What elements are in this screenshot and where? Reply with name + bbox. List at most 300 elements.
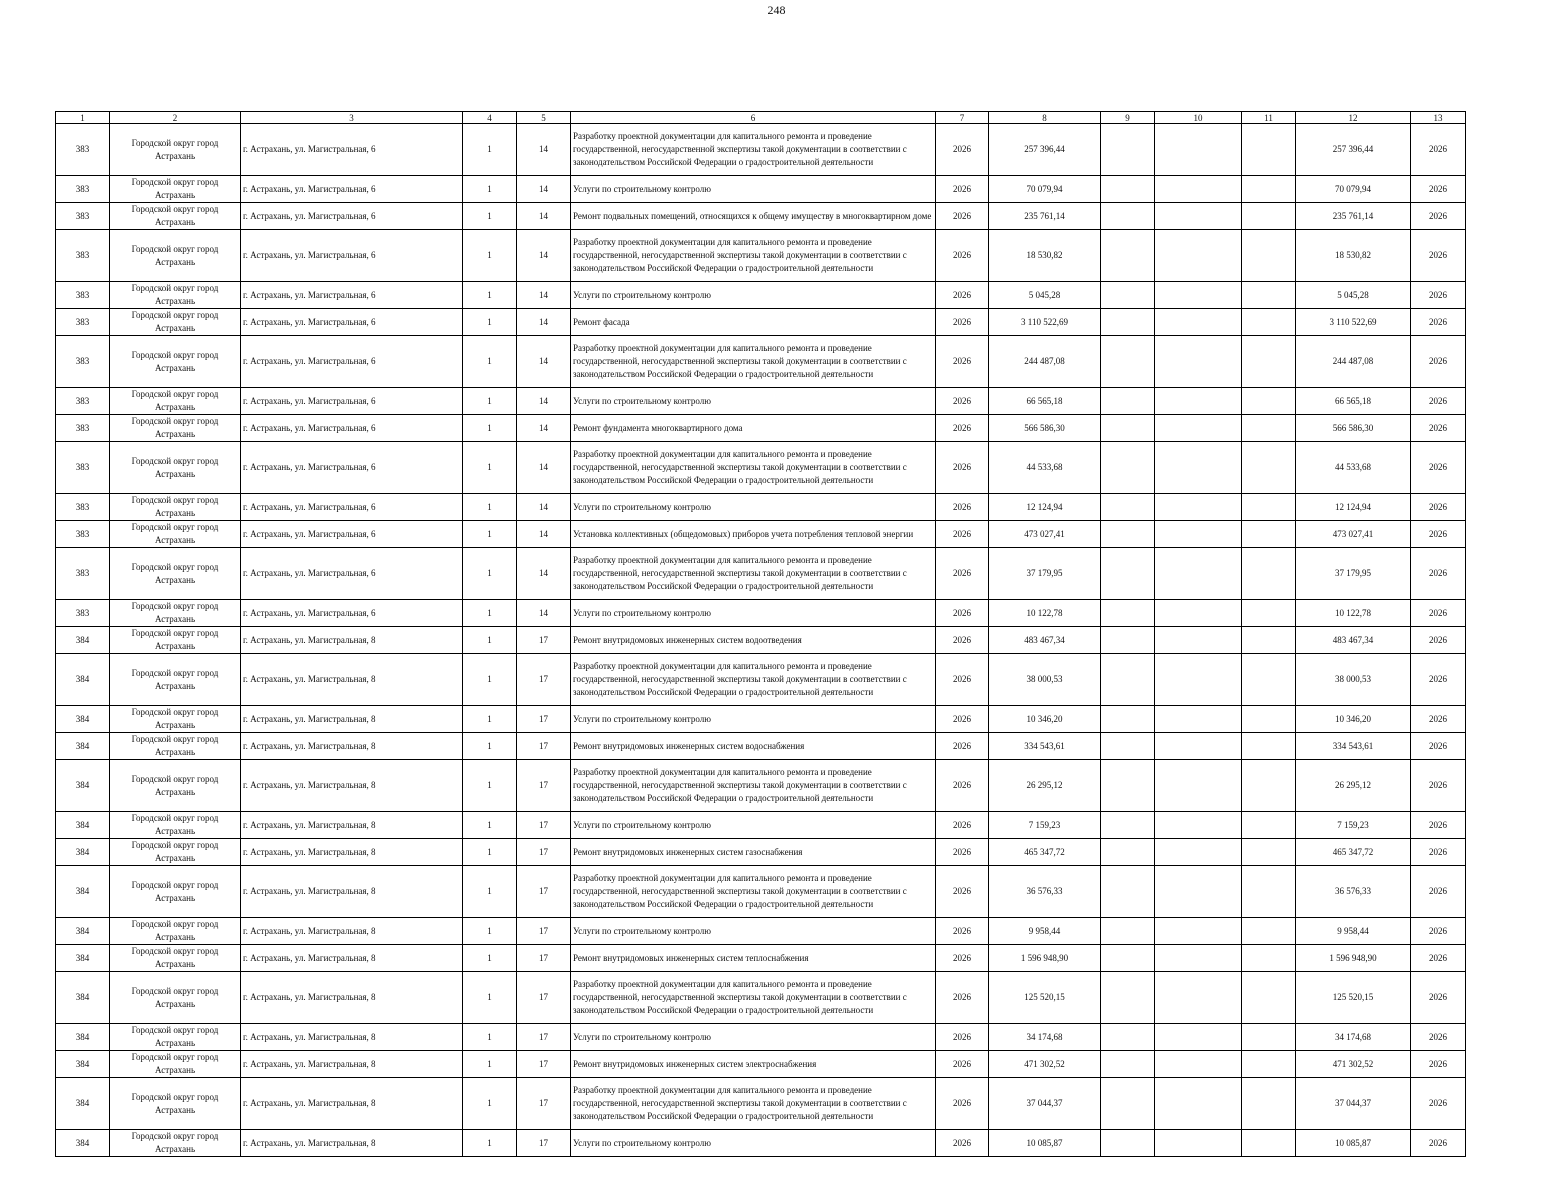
municipality-cell: Городской округ город Астрахань xyxy=(110,388,241,415)
address-cell: г. Астрахань, ул. Магистральная, 6 xyxy=(241,442,463,494)
col9-cell xyxy=(1101,521,1155,548)
table-row xyxy=(56,203,1466,230)
col9-cell xyxy=(1101,627,1155,654)
work-type-cell: Ремонт фундамента многоквартирного дома xyxy=(571,415,936,442)
address-cell: г. Астрахань, ул. Магистральная, 8 xyxy=(241,945,463,972)
col9-cell xyxy=(1101,1051,1155,1078)
col11-cell xyxy=(1242,230,1296,282)
row-number-cell: 384 xyxy=(56,972,110,1024)
municipality-cell: Городской округ город Астрахань xyxy=(110,203,241,230)
column-header-5: 5 xyxy=(517,112,571,124)
col4-cell: 1 xyxy=(463,1130,517,1157)
col9-cell xyxy=(1101,918,1155,945)
column-header-12: 12 xyxy=(1296,112,1411,124)
column-header-8: 8 xyxy=(989,112,1101,124)
year-cell: 2026 xyxy=(936,1130,989,1157)
row-number-cell: 383 xyxy=(56,521,110,548)
col10-cell xyxy=(1155,336,1242,388)
col4-cell: 1 xyxy=(463,839,517,866)
col10-cell xyxy=(1155,230,1242,282)
year-cell: 2026 xyxy=(936,124,989,176)
page-number: 248 xyxy=(767,3,786,17)
col9-cell xyxy=(1101,176,1155,203)
table-row xyxy=(56,706,1466,733)
work-type-cell: Разработку проектной документации для капитального ремонта и проведение государственной, негосударственной экспертизы такой документации в соответствии с законодательством Российской Федерации о градостроительной деятельности xyxy=(571,1078,936,1130)
col10-cell xyxy=(1155,1051,1242,1078)
municipality-cell: Городской округ город Астрахань xyxy=(110,733,241,760)
col4-cell: 1 xyxy=(463,336,517,388)
row-number-cell: 383 xyxy=(56,388,110,415)
cost-total-cell: 9 958,44 xyxy=(989,918,1101,945)
cost-fund-cell: 465 347,72 xyxy=(1296,839,1411,866)
col10-cell xyxy=(1155,521,1242,548)
address-cell: г. Астрахань, ул. Магистральная, 8 xyxy=(241,1024,463,1051)
year-cell: 2026 xyxy=(936,760,989,812)
work-type-cell: Ремонт фасада xyxy=(571,309,936,336)
cost-total-cell: 26 295,12 xyxy=(989,760,1101,812)
col10-cell xyxy=(1155,866,1242,918)
column-number-header-row xyxy=(56,112,1466,124)
year-cell: 2026 xyxy=(936,388,989,415)
col9-cell xyxy=(1101,548,1155,600)
year-cell: 2026 xyxy=(936,972,989,1024)
col5-cell: 17 xyxy=(517,945,571,972)
table-row xyxy=(56,866,1466,918)
cost-fund-cell: 38 000,53 xyxy=(1296,654,1411,706)
table-row xyxy=(56,1078,1466,1130)
column-header-1: 1 xyxy=(56,112,110,124)
col9-cell xyxy=(1101,600,1155,627)
end-year-cell: 2026 xyxy=(1411,176,1466,203)
cost-fund-cell: 483 467,34 xyxy=(1296,627,1411,654)
end-year-cell: 2026 xyxy=(1411,203,1466,230)
address-cell: г. Астрахань, ул. Магистральная, 8 xyxy=(241,812,463,839)
table-row xyxy=(56,415,1466,442)
end-year-cell: 2026 xyxy=(1411,282,1466,309)
year-cell: 2026 xyxy=(936,1078,989,1130)
cost-total-cell: 10 085,87 xyxy=(989,1130,1101,1157)
work-type-cell: Ремонт подвальных помещений, относящихся к общему имуществу в многоквартирном доме xyxy=(571,203,936,230)
col4-cell: 1 xyxy=(463,494,517,521)
cost-fund-cell: 34 174,68 xyxy=(1296,1024,1411,1051)
col11-cell xyxy=(1242,309,1296,336)
end-year-cell: 2026 xyxy=(1411,706,1466,733)
col5-cell: 14 xyxy=(517,494,571,521)
col11-cell xyxy=(1242,839,1296,866)
column-header-4: 4 xyxy=(463,112,517,124)
col4-cell: 1 xyxy=(463,627,517,654)
address-cell: г. Астрахань, ул. Магистральная, 6 xyxy=(241,548,463,600)
table-row xyxy=(56,760,1466,812)
table-row xyxy=(56,972,1466,1024)
col9-cell xyxy=(1101,760,1155,812)
column-header-11: 11 xyxy=(1242,112,1296,124)
col9-cell xyxy=(1101,336,1155,388)
cost-total-cell: 465 347,72 xyxy=(989,839,1101,866)
cost-total-cell: 38 000,53 xyxy=(989,654,1101,706)
work-type-cell: Услуги по строительному контролю xyxy=(571,1024,936,1051)
end-year-cell: 2026 xyxy=(1411,548,1466,600)
cost-total-cell: 1 596 948,90 xyxy=(989,945,1101,972)
col10-cell xyxy=(1155,548,1242,600)
cost-total-cell: 5 045,28 xyxy=(989,282,1101,309)
cost-total-cell: 244 487,08 xyxy=(989,336,1101,388)
col11-cell xyxy=(1242,415,1296,442)
table-body xyxy=(56,124,1466,1157)
municipality-cell: Городской округ город Астрахань xyxy=(110,706,241,733)
col11-cell xyxy=(1242,442,1296,494)
cost-fund-cell: 66 565,18 xyxy=(1296,388,1411,415)
address-cell: г. Астрахань, ул. Магистральная, 6 xyxy=(241,521,463,548)
row-number-cell: 383 xyxy=(56,203,110,230)
municipality-cell: Городской округ город Астрахань xyxy=(110,627,241,654)
row-number-cell: 384 xyxy=(56,1130,110,1157)
municipality-cell: Городской округ город Астрахань xyxy=(110,839,241,866)
municipality-cell: Городской округ город Астрахань xyxy=(110,1130,241,1157)
col9-cell xyxy=(1101,1024,1155,1051)
end-year-cell: 2026 xyxy=(1411,124,1466,176)
col5-cell: 17 xyxy=(517,1078,571,1130)
address-cell: г. Астрахань, ул. Магистральная, 6 xyxy=(241,203,463,230)
col11-cell xyxy=(1242,548,1296,600)
col11-cell xyxy=(1242,600,1296,627)
work-type-cell: Услуги по строительному контролю xyxy=(571,812,936,839)
col4-cell: 1 xyxy=(463,600,517,627)
col5-cell: 17 xyxy=(517,733,571,760)
column-header-2: 2 xyxy=(110,112,241,124)
col11-cell xyxy=(1242,336,1296,388)
end-year-cell: 2026 xyxy=(1411,654,1466,706)
col4-cell: 1 xyxy=(463,230,517,282)
col5-cell: 14 xyxy=(517,548,571,600)
col10-cell xyxy=(1155,972,1242,1024)
table-row xyxy=(56,1130,1466,1157)
col4-cell: 1 xyxy=(463,124,517,176)
work-type-cell: Услуги по строительному контролю xyxy=(571,176,936,203)
col4-cell: 1 xyxy=(463,654,517,706)
municipality-cell: Городской округ город Астрахань xyxy=(110,918,241,945)
col4-cell: 1 xyxy=(463,442,517,494)
cost-total-cell: 44 533,68 xyxy=(989,442,1101,494)
col5-cell: 17 xyxy=(517,654,571,706)
col10-cell xyxy=(1155,812,1242,839)
cost-total-cell: 10 122,78 xyxy=(989,600,1101,627)
row-number-cell: 384 xyxy=(56,733,110,760)
year-cell: 2026 xyxy=(936,415,989,442)
col11-cell xyxy=(1242,706,1296,733)
col5-cell: 14 xyxy=(517,442,571,494)
row-number-cell: 383 xyxy=(56,548,110,600)
end-year-cell: 2026 xyxy=(1411,230,1466,282)
cost-fund-cell: 471 302,52 xyxy=(1296,1051,1411,1078)
year-cell: 2026 xyxy=(936,1051,989,1078)
table-row xyxy=(56,654,1466,706)
col4-cell: 1 xyxy=(463,1051,517,1078)
end-year-cell: 2026 xyxy=(1411,839,1466,866)
year-cell: 2026 xyxy=(936,706,989,733)
end-year-cell: 2026 xyxy=(1411,733,1466,760)
work-type-cell: Разработку проектной документации для капитального ремонта и проведение государственной, негосударственной экспертизы такой документации в соответствии с законодательством Российской Федерации о градостроительной деятельности xyxy=(571,866,936,918)
row-number-cell: 384 xyxy=(56,1051,110,1078)
work-type-cell: Услуги по строительному контролю xyxy=(571,494,936,521)
address-cell: г. Астрахань, ул. Магистральная, 8 xyxy=(241,654,463,706)
address-cell: г. Астрахань, ул. Магистральная, 6 xyxy=(241,336,463,388)
end-year-cell: 2026 xyxy=(1411,388,1466,415)
row-number-cell: 384 xyxy=(56,654,110,706)
municipality-cell: Городской округ город Астрахань xyxy=(110,972,241,1024)
row-number-cell: 383 xyxy=(56,442,110,494)
col9-cell xyxy=(1101,839,1155,866)
row-number-cell: 383 xyxy=(56,176,110,203)
table-row xyxy=(56,388,1466,415)
cost-total-cell: 125 520,15 xyxy=(989,972,1101,1024)
row-number-cell: 384 xyxy=(56,1024,110,1051)
col11-cell xyxy=(1242,1130,1296,1157)
col10-cell xyxy=(1155,600,1242,627)
repair-schedule-table xyxy=(55,111,1466,1157)
col5-cell: 14 xyxy=(517,230,571,282)
table-row xyxy=(56,176,1466,203)
column-header-6: 6 xyxy=(571,112,936,124)
col9-cell xyxy=(1101,282,1155,309)
end-year-cell: 2026 xyxy=(1411,442,1466,494)
col11-cell xyxy=(1242,972,1296,1024)
work-type-cell: Ремонт внутридомовых инженерных систем газоснабжения xyxy=(571,839,936,866)
col10-cell xyxy=(1155,733,1242,760)
cost-total-cell: 257 396,44 xyxy=(989,124,1101,176)
col5-cell: 17 xyxy=(517,839,571,866)
col11-cell xyxy=(1242,494,1296,521)
col11-cell xyxy=(1242,918,1296,945)
year-cell: 2026 xyxy=(936,336,989,388)
work-type-cell: Разработку проектной документации для капитального ремонта и проведение государственной, негосударственной экспертизы такой документации в соответствии с законодательством Российской Федерации о градостроительной деятельности xyxy=(571,760,936,812)
table-row xyxy=(56,600,1466,627)
row-number-cell: 383 xyxy=(56,600,110,627)
municipality-cell: Городской округ город Астрахань xyxy=(110,1078,241,1130)
end-year-cell: 2026 xyxy=(1411,1051,1466,1078)
col10-cell xyxy=(1155,309,1242,336)
address-cell: г. Астрахань, ул. Магистральная, 8 xyxy=(241,866,463,918)
col5-cell: 14 xyxy=(517,336,571,388)
col4-cell: 1 xyxy=(463,415,517,442)
cost-total-cell: 235 761,14 xyxy=(989,203,1101,230)
municipality-cell: Городской округ город Астрахань xyxy=(110,945,241,972)
col4-cell: 1 xyxy=(463,309,517,336)
col4-cell: 1 xyxy=(463,1078,517,1130)
column-header-3: 3 xyxy=(241,112,463,124)
year-cell: 2026 xyxy=(936,866,989,918)
column-header-10: 10 xyxy=(1155,112,1242,124)
row-number-cell: 384 xyxy=(56,1078,110,1130)
year-cell: 2026 xyxy=(936,442,989,494)
col9-cell xyxy=(1101,494,1155,521)
col10-cell xyxy=(1155,1078,1242,1130)
end-year-cell: 2026 xyxy=(1411,1078,1466,1130)
cost-total-cell: 471 302,52 xyxy=(989,1051,1101,1078)
cost-fund-cell: 3 110 522,69 xyxy=(1296,309,1411,336)
col11-cell xyxy=(1242,282,1296,309)
cost-fund-cell: 18 530,82 xyxy=(1296,230,1411,282)
row-number-cell: 384 xyxy=(56,945,110,972)
row-number-cell: 384 xyxy=(56,866,110,918)
cost-fund-cell: 244 487,08 xyxy=(1296,336,1411,388)
end-year-cell: 2026 xyxy=(1411,918,1466,945)
table-row xyxy=(56,1024,1466,1051)
year-cell: 2026 xyxy=(936,548,989,600)
cost-fund-cell: 36 576,33 xyxy=(1296,866,1411,918)
col4-cell: 1 xyxy=(463,521,517,548)
cost-fund-cell: 257 396,44 xyxy=(1296,124,1411,176)
year-cell: 2026 xyxy=(936,654,989,706)
col9-cell xyxy=(1101,972,1155,1024)
col5-cell: 17 xyxy=(517,706,571,733)
cost-total-cell: 566 586,30 xyxy=(989,415,1101,442)
column-header-9: 9 xyxy=(1101,112,1155,124)
work-type-cell: Ремонт внутридомовых инженерных систем водоснабжения xyxy=(571,733,936,760)
table-row xyxy=(56,627,1466,654)
table-row xyxy=(56,548,1466,600)
col11-cell xyxy=(1242,521,1296,548)
col10-cell xyxy=(1155,442,1242,494)
end-year-cell: 2026 xyxy=(1411,627,1466,654)
municipality-cell: Городской округ город Астрахань xyxy=(110,866,241,918)
col5-cell: 17 xyxy=(517,972,571,1024)
col11-cell xyxy=(1242,1078,1296,1130)
col11-cell xyxy=(1242,203,1296,230)
col10-cell xyxy=(1155,654,1242,706)
municipality-cell: Городской округ город Астрахань xyxy=(110,309,241,336)
municipality-cell: Городской округ город Астрахань xyxy=(110,654,241,706)
year-cell: 2026 xyxy=(936,733,989,760)
municipality-cell: Городской округ город Астрахань xyxy=(110,230,241,282)
work-type-cell: Разработку проектной документации для капитального ремонта и проведение государственной, негосударственной экспертизы такой документации в соответствии с законодательством Российской Федерации о градостроительной деятельности xyxy=(571,124,936,176)
col10-cell xyxy=(1155,203,1242,230)
municipality-cell: Городской округ город Астрахань xyxy=(110,124,241,176)
cost-fund-cell: 473 027,41 xyxy=(1296,521,1411,548)
end-year-cell: 2026 xyxy=(1411,812,1466,839)
address-cell: г. Астрахань, ул. Магистральная, 6 xyxy=(241,230,463,282)
column-header-13: 13 xyxy=(1411,112,1466,124)
municipality-cell: Городской округ город Астрахань xyxy=(110,548,241,600)
col10-cell xyxy=(1155,945,1242,972)
col11-cell xyxy=(1242,627,1296,654)
year-cell: 2026 xyxy=(936,521,989,548)
end-year-cell: 2026 xyxy=(1411,336,1466,388)
col11-cell xyxy=(1242,812,1296,839)
col9-cell xyxy=(1101,415,1155,442)
table-row xyxy=(56,442,1466,494)
cost-fund-cell: 7 159,23 xyxy=(1296,812,1411,839)
cost-total-cell: 7 159,23 xyxy=(989,812,1101,839)
row-number-cell: 383 xyxy=(56,124,110,176)
work-type-cell: Разработку проектной документации для капитального ремонта и проведение государственной, негосударственной экспертизы такой документации в соответствии с законодательством Российской Федерации о градостроительной деятельности xyxy=(571,336,936,388)
cost-total-cell: 473 027,41 xyxy=(989,521,1101,548)
address-cell: г. Астрахань, ул. Магистральная, 8 xyxy=(241,972,463,1024)
cost-fund-cell: 235 761,14 xyxy=(1296,203,1411,230)
cost-fund-cell: 566 586,30 xyxy=(1296,415,1411,442)
work-type-cell: Ремонт внутридомовых инженерных систем водоотведения xyxy=(571,627,936,654)
col10-cell xyxy=(1155,918,1242,945)
cost-total-cell: 3 110 522,69 xyxy=(989,309,1101,336)
col4-cell: 1 xyxy=(463,918,517,945)
col9-cell xyxy=(1101,442,1155,494)
work-type-cell: Услуги по строительному контролю xyxy=(571,706,936,733)
row-number-cell: 384 xyxy=(56,812,110,839)
col10-cell xyxy=(1155,760,1242,812)
col5-cell: 17 xyxy=(517,866,571,918)
address-cell: г. Астрахань, ул. Магистральная, 8 xyxy=(241,918,463,945)
col10-cell xyxy=(1155,1024,1242,1051)
municipality-cell: Городской округ город Астрахань xyxy=(110,442,241,494)
col9-cell xyxy=(1101,203,1155,230)
col9-cell xyxy=(1101,812,1155,839)
municipality-cell: Городской округ город Астрахань xyxy=(110,1051,241,1078)
table-row xyxy=(56,945,1466,972)
col4-cell: 1 xyxy=(463,1024,517,1051)
year-cell: 2026 xyxy=(936,176,989,203)
year-cell: 2026 xyxy=(936,812,989,839)
work-type-cell: Разработку проектной документации для капитального ремонта и проведение государственной, негосударственной экспертизы такой документации в соответствии с законодательством Российской Федерации о градостроительной деятельности xyxy=(571,230,936,282)
col5-cell: 17 xyxy=(517,918,571,945)
end-year-cell: 2026 xyxy=(1411,600,1466,627)
municipality-cell: Городской округ город Астрахань xyxy=(110,176,241,203)
cost-total-cell: 37 179,95 xyxy=(989,548,1101,600)
col9-cell xyxy=(1101,124,1155,176)
address-cell: г. Астрахань, ул. Магистральная, 6 xyxy=(241,124,463,176)
col11-cell xyxy=(1242,733,1296,760)
work-type-cell: Разработку проектной документации для капитального ремонта и проведение государственной, негосударственной экспертизы такой документации в соответствии с законодательством Российской Федерации о градостроительной деятельности xyxy=(571,442,936,494)
work-type-cell: Разработку проектной документации для капитального ремонта и проведение государственной, негосударственной экспертизы такой документации в соответствии с законодательством Российской Федерации о градостроительной деятельности xyxy=(571,972,936,1024)
cost-fund-cell: 5 045,28 xyxy=(1296,282,1411,309)
work-type-cell: Ремонт внутридомовых инженерных систем теплоснабжения xyxy=(571,945,936,972)
row-number-cell: 383 xyxy=(56,336,110,388)
address-cell: г. Астрахань, ул. Магистральная, 8 xyxy=(241,627,463,654)
cost-total-cell: 34 174,68 xyxy=(989,1024,1101,1051)
end-year-cell: 2026 xyxy=(1411,945,1466,972)
address-cell: г. Астрахань, ул. Магистральная, 8 xyxy=(241,706,463,733)
address-cell: г. Астрахань, ул. Магистральная, 6 xyxy=(241,176,463,203)
col4-cell: 1 xyxy=(463,388,517,415)
cost-total-cell: 66 565,18 xyxy=(989,388,1101,415)
address-cell: г. Астрахань, ул. Магистральная, 8 xyxy=(241,733,463,760)
col10-cell xyxy=(1155,388,1242,415)
col10-cell xyxy=(1155,627,1242,654)
col5-cell: 14 xyxy=(517,124,571,176)
end-year-cell: 2026 xyxy=(1411,760,1466,812)
year-cell: 2026 xyxy=(936,494,989,521)
col11-cell xyxy=(1242,1051,1296,1078)
col11-cell xyxy=(1242,1024,1296,1051)
col5-cell: 14 xyxy=(517,203,571,230)
col4-cell: 1 xyxy=(463,812,517,839)
col10-cell xyxy=(1155,415,1242,442)
row-number-cell: 384 xyxy=(56,839,110,866)
col9-cell xyxy=(1101,866,1155,918)
table-row xyxy=(56,230,1466,282)
col9-cell xyxy=(1101,733,1155,760)
table-row xyxy=(56,918,1466,945)
col5-cell: 17 xyxy=(517,812,571,839)
row-number-cell: 384 xyxy=(56,706,110,733)
col4-cell: 1 xyxy=(463,203,517,230)
end-year-cell: 2026 xyxy=(1411,415,1466,442)
col11-cell xyxy=(1242,866,1296,918)
cost-fund-cell: 1 596 948,90 xyxy=(1296,945,1411,972)
col11-cell xyxy=(1242,760,1296,812)
col4-cell: 1 xyxy=(463,866,517,918)
address-cell: г. Астрахань, ул. Магистральная, 6 xyxy=(241,600,463,627)
address-cell: г. Астрахань, ул. Магистральная, 6 xyxy=(241,415,463,442)
